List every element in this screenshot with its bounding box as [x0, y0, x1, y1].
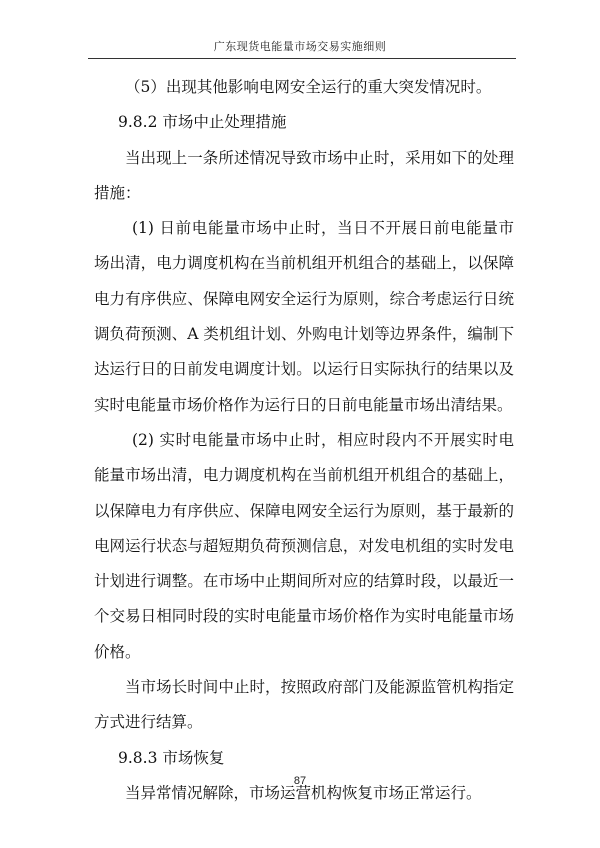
page-header: 广东现货电能量市场交易实施细则: [213, 40, 387, 53]
document-body: [94, 70, 514, 811]
section-heading-9-8-2: 9.8.2 市场中止处理措施: [118, 113, 287, 132]
list-item-2: (2) 实时电能量市场中止时，相应时段内不开展实时电能量市场出清，电力调度机构在当前机组开机组合的基础上，以保障电力有序供应、保障电网安全运行为原则，基于最新的电网运行状态与超短期负荷预测信息，对发电机组的实时发电计划进行调整。在市场中止期间所对应的结算时段，以最近一个交易日相同时段的实时电能量市场价格作为实时电能量市场价格。: [94, 430, 514, 661]
recovery-paragraph: 当异常情况解除，市场运营机构恢复市场正常运行。: [125, 783, 482, 802]
intro-paragraph: 当出现上一条所述情况导致市场中止时，采用如下的处理措施：: [94, 148, 514, 202]
page-number: 87: [293, 775, 307, 787]
section-heading-9-8-3: 9.8.3 市场恢复: [118, 748, 225, 767]
header-divider: [88, 58, 516, 59]
list-item-1: (1) 日前电能量市场中止时，当日不开展日前电能量市场出清，电力调度机构在当前机组开机组合的基础上，以保障电力有序供应、保障电网安全运行为原则，综合考虑运行日统调负荷预测、A 类机组计划、外购电计划等边界条件，编制下达运行日的日前发电调度计划。以运行日实际执行的结果以及实时电能量市场价格作为运行日的日前电能量市场出清结果。: [94, 219, 514, 414]
list-item-5: （5）出现其他影响电网安全运行的重大突发情况时。: [125, 78, 492, 96]
long-suspension-paragraph: 当市场长时间中止时，按照政府部门及能源监管机构指定方式进行结算。: [94, 678, 514, 732]
